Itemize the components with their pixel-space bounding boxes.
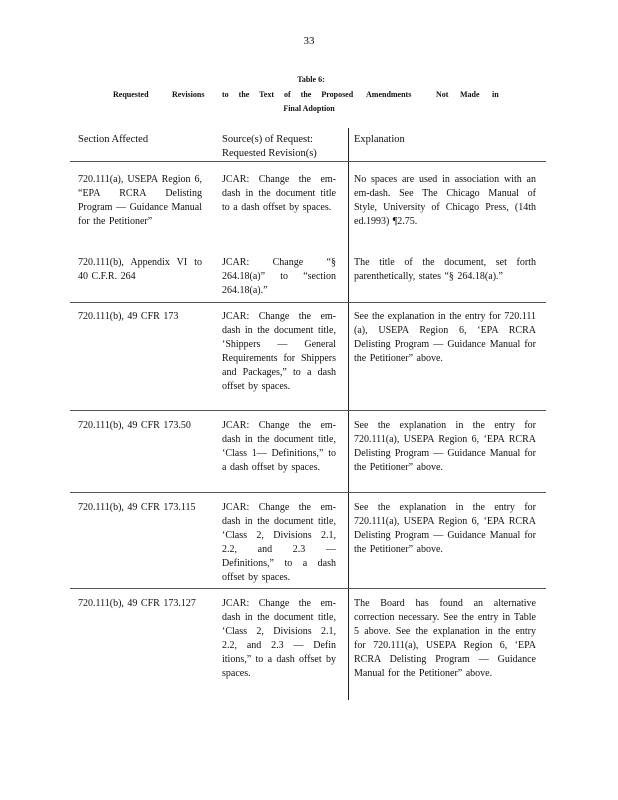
cell-source: JCAR: Change the em-dash in the document title, ‘Class 2, Divisions 2.1, 2.2, and 2.3 — Definitions,” to a dash offset by spaces. bbox=[222, 502, 336, 583]
cell-source: JCAR: Change the em-dash in the document title to a dash offset by spaces. bbox=[222, 174, 336, 213]
cell-section: 720.111(a), USEPA Region 6, “EPA RCRA Delisting Program — Guidance Manual for the Petitioner” bbox=[78, 174, 202, 227]
cell-source: JCAR: Change the em-dash in the document title, ‘Class 1— Definitions,” to a dash offset by spaces. bbox=[222, 420, 336, 473]
caption-word: Requested bbox=[113, 90, 149, 99]
cell-explanation: See the explanation in the entry for 720.111(a), USEPA Region 6, ‘EPA RCRA Delisting Program — Guidance Manual for the Petitioner” above. bbox=[354, 502, 536, 555]
caption-word: Revisions bbox=[172, 90, 205, 99]
cell-explanation: See the explanation in the entry for 720.111 (a), USEPA Region 6, ‘EPA RCRA Delisting Program — Guidance Manual for the Petitioner” above. bbox=[354, 311, 536, 364]
caption-word: Amendments bbox=[366, 90, 412, 99]
row-divider bbox=[70, 302, 546, 303]
page-number: 33 bbox=[303, 35, 315, 47]
header-explanation: Explanation bbox=[354, 134, 405, 145]
cell-explanation: No spaces are used in association with an em-dash. See The Chicago Manual of Style, University of Chicago Press, (14th ed.1993) ¶2.75. bbox=[354, 174, 536, 227]
row-divider bbox=[70, 588, 546, 589]
caption-word: Not bbox=[436, 90, 449, 99]
cell-explanation: See the explanation in the entry for 720.111(a), USEPA Region 6, ‘EPA RCRA Delisting Program — Guidance Manual for the Petitioner” above. bbox=[354, 420, 536, 473]
header-source: Source(s) of Request: Requested Revision(s) bbox=[222, 134, 317, 159]
cell-section: 720.111(b), Appendix VI to 40 C.F.R. 264 bbox=[78, 257, 202, 282]
cell-source: JCAR: Change the em-dash in the document title, ‘Shippers — General Requirements for Shippers and Packages,” to a dash offset by spaces. bbox=[222, 311, 336, 392]
cell-source: JCAR: Change the em-dash in the document title, ‘Class 2, Divisions 2.1, 2.2, and 2.3 — Defin itions,” to a dash offset by spaces. bbox=[222, 598, 336, 679]
row-divider bbox=[70, 410, 546, 411]
table-caption-subtitle: Final Adoption bbox=[283, 104, 335, 113]
header-section-affected: Section Affected bbox=[78, 134, 149, 145]
column-divider bbox=[348, 128, 349, 700]
caption-word: Made bbox=[460, 90, 480, 99]
cell-section: 720.111(b), 49 CFR 173.50 bbox=[78, 420, 191, 431]
cell-section: 720.111(b), 49 CFR 173.115 bbox=[78, 502, 196, 513]
caption-word: in bbox=[492, 90, 499, 99]
cell-explanation: The Board has found an alternative correction necessary. See the entry in Table 5 above. See the explanation in the entry for 720.111(a), USEPA Region 6, ‘EPA RCRA Delisting Program — Guidance Manual for the Petitioner” above. bbox=[354, 598, 536, 679]
cell-source: JCAR: Change “§ 264.18(a)” to “section 264.18(a).” bbox=[222, 257, 336, 296]
row-divider bbox=[70, 492, 546, 493]
cell-section: 720.111(b), 49 CFR 173.127 bbox=[78, 598, 196, 609]
cell-section: 720.111(b), 49 CFR 173 bbox=[78, 311, 179, 322]
cell-explanation: The title of the document, set forth parenthetically, states “§ 264.18(a).” bbox=[354, 257, 536, 282]
caption-word: to the Text of the Proposed bbox=[222, 90, 354, 99]
table-caption-title: Table 6: bbox=[297, 75, 325, 84]
header-rule bbox=[70, 161, 546, 162]
